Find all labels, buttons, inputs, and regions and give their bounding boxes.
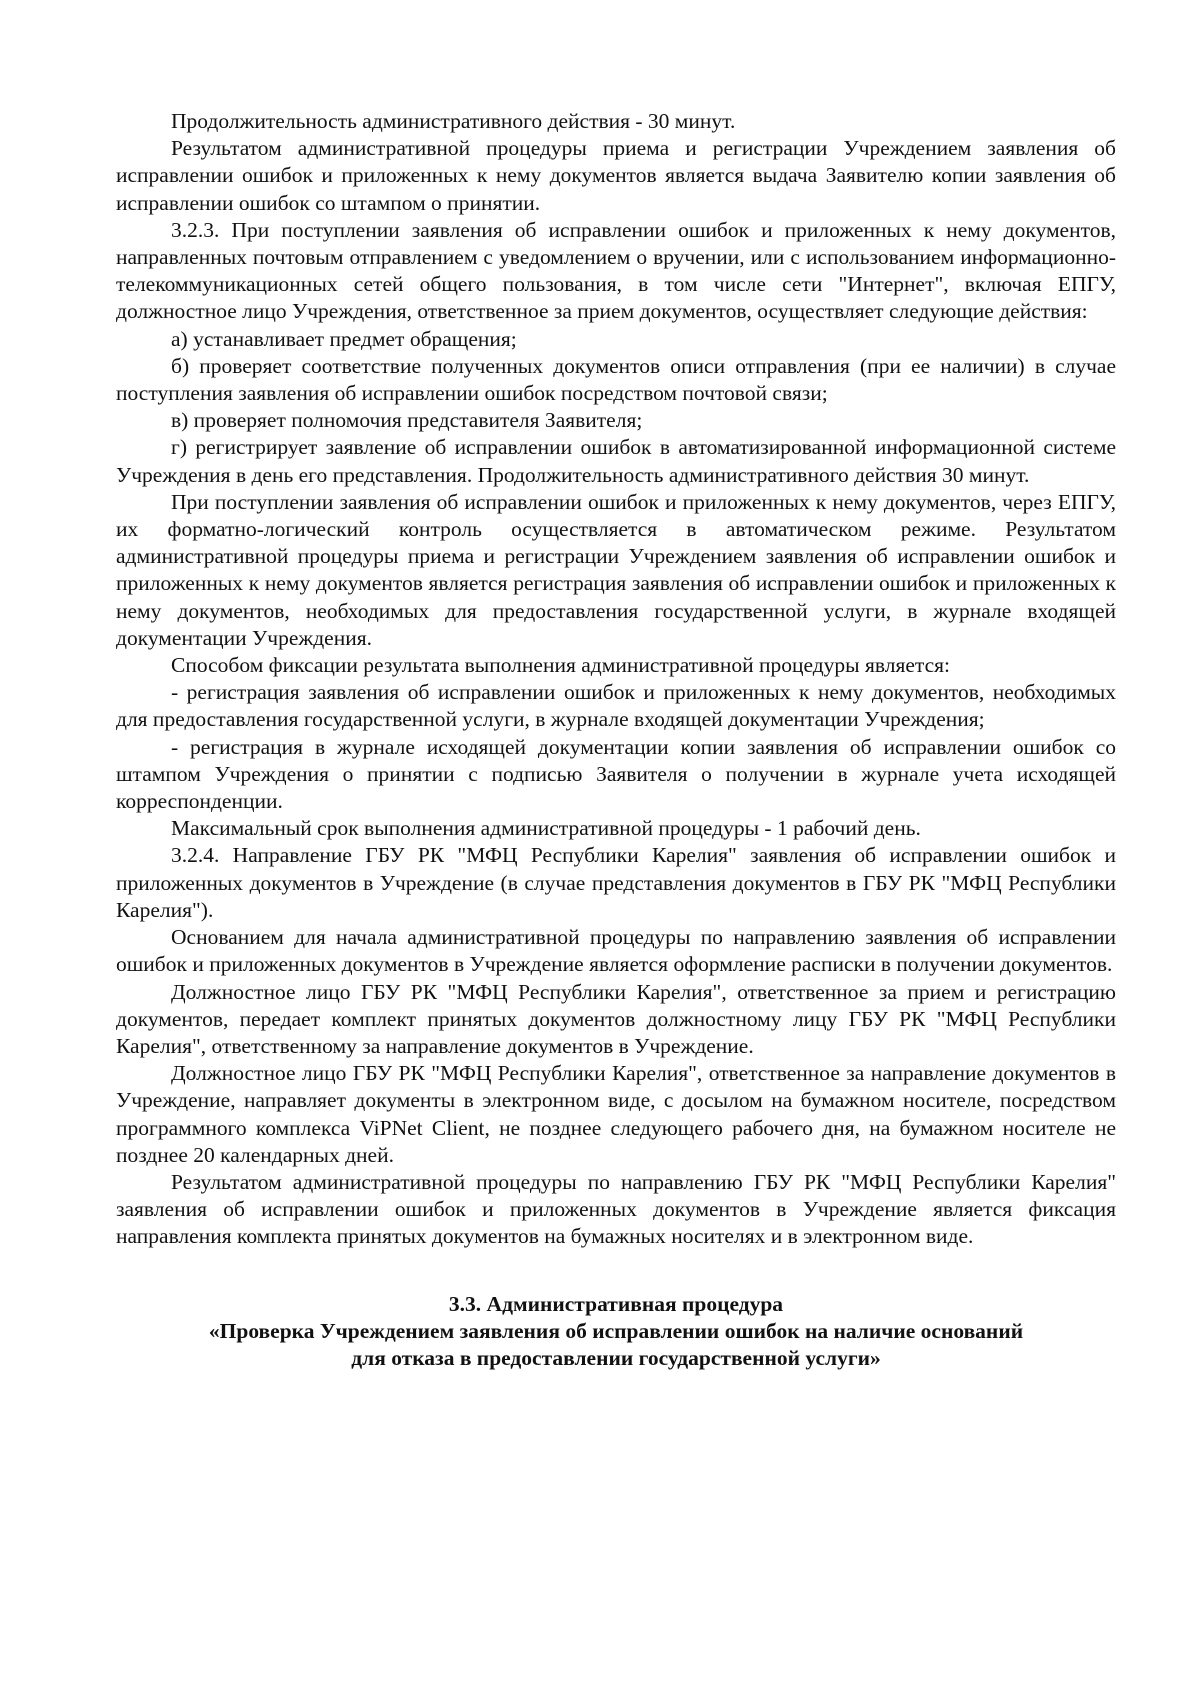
list-item: г) регистрирует заявление об исправлении ошибок в автоматизированной информационной системе Учреждения в день его представления. Продолжительность административного действия 30 минут. [116,435,1116,487]
section-subtitle-line-2: для отказа в предоставлении государственной услуги» [351,1345,881,1370]
list-item: б) проверяет соответствие полученных документов описи отправления (при ее наличии) в случае поступления заявления об исправлении ошибок посредством почтовой связи; [116,353,1116,406]
list-item: - регистрация заявления об исправлении ошибок и приложенных к нему документов, необходимых для предоставления государственной услуги, в журнале входящей документации Учреждения; [116,680,1116,732]
paragraph: 3.2.3. При поступлении заявления об исправлении ошибок и приложенных к нему документов, направленных почтовым отправлением с уведомлением о вручении, или с использованием информационно-телекоммуникационных сетей общего пользования, в том числе сети "Интернет", включая ЕПГУ, должностное лицо Учреждения, ответственное за прием документов, осуществляет следующие действия: [116,217,1116,324]
paragraph: При поступлении заявления об исправлении ошибок и приложенных к нему документов, через ЕПГУ, их форматно-логический контроль осуществляется в автоматическом режиме. Результатом административной процедуры приема и регистрации Учреждением заявления об исправлении ошибок и приложенных к нему документов является регистрация заявления об исправлении ошибок и приложенных к нему документов, необходимых для предоставления государственной услуги, в журнале входящей документации Учреждения. [116,489,1116,650]
list-item: - регистрация в журнале исходящей документации копии заявления об исправлении ошибок со штампом Учреждения о принятии с подписью Заявителя о получении в журнале учета исходящей корреспонденции. [116,734,1116,814]
paragraph: 3.2.4. Направление ГБУ РК "МФЦ Республики Карелия" заявления об исправлении ошибок и приложенных документов в Учреждение (в случае представления документов в ГБУ РК "МФЦ Республики Карелия"). [116,843,1116,922]
list-item: в) проверяет полномочия представителя Заявителя; [171,408,643,433]
section-title: 3.3. Административная процедура [448,1291,784,1316]
paragraph: Максимальный срок выполнения административной процедуры - 1 рабочий день. [171,816,921,841]
paragraph: Результатом административной процедуры приема и регистрации Учреждением заявления об исправлении ошибок и приложенных к нему документов является выдача Заявителю копии заявления об исправлении ошибок со штампом о принятии. [116,136,1116,215]
list-item: а) устанавливает предмет обращения; [171,326,517,351]
section-heading [116,1291,1116,1373]
paragraph: Основанием для начала административной процедуры по направлению заявления об исправлении ошибок и приложенных документов в Учреждение является оформление расписки в получении документов. [116,925,1116,977]
paragraph: Способом фиксации результата выполнения административной процедуры является: [171,653,950,678]
paragraph: Должностное лицо ГБУ РК "МФЦ Республики Карелия", ответственное за прием и регистрацию документов, передает комплект принятых документов должностному лицу ГБУ РК "МФЦ Республики Карелия", ответственному за направление документов в Учреждение. [116,979,1116,1058]
paragraph: Результатом административной процедуры по направлению ГБУ РК "МФЦ Республики Карелия" заявления об исправлении ошибок и приложенных документов в Учреждение является фиксация направления комплекта принятых документов на бумажных носителях и в электронном виде. [116,1169,1116,1249]
paragraph: Должностное лицо ГБУ РК "МФЦ Республики Карелия", ответственное за направление документов в Учреждение, направляет документы в электронном виде, с досылом на бумажном носителе, посредством программного комплекса ViPNet Client, не позднее следующего рабочего дня, на бумажном носителе не позднее 20 календарных дней. [116,1061,1116,1167]
paragraph: Продолжительность административного действия - 30 минут. [171,109,736,133]
section-subtitle-line-1: «Проверка Учреждением заявления об исправлении ошибок на наличие оснований [208,1318,1024,1343]
